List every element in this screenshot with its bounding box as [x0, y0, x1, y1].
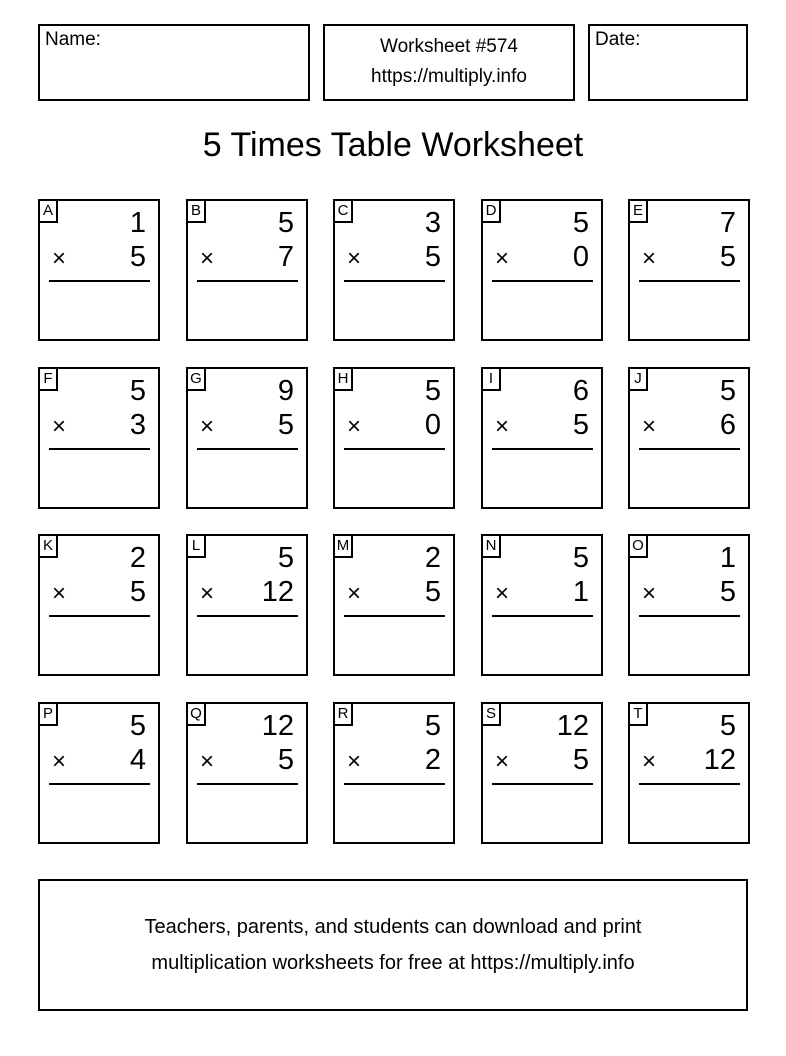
problem-letter: F — [40, 369, 58, 391]
answer-line — [49, 783, 150, 785]
multiplier: 4 — [129, 744, 146, 776]
answer-line — [492, 615, 593, 617]
date-label: Date: — [595, 29, 641, 50]
answer-line — [49, 615, 150, 617]
problem-letter: J — [630, 369, 648, 391]
answer-line — [197, 280, 298, 282]
problem-card — [333, 367, 455, 509]
worksheet-number: Worksheet #574 — [379, 36, 518, 57]
answer-line — [492, 280, 593, 282]
multiply-sign-icon: × — [642, 580, 657, 607]
multiplier: 5 — [277, 409, 294, 441]
answer-line — [344, 280, 445, 282]
problem-card — [481, 367, 603, 509]
multiplicand: 2 — [129, 542, 146, 574]
multiplicand: 5 — [572, 542, 589, 574]
multiply-sign-icon: × — [52, 748, 67, 775]
multiplicand: 5 — [719, 710, 736, 742]
answer-line — [49, 448, 150, 450]
problem-letter: S — [483, 704, 501, 726]
multiplier: 3 — [129, 409, 146, 441]
multiplier: 0 — [424, 409, 441, 441]
multiply-sign-icon: × — [52, 413, 67, 440]
multiplier: 0 — [572, 241, 589, 273]
multiplier: 12 — [261, 576, 294, 608]
footer-box — [38, 879, 748, 1011]
multiply-sign-icon: × — [52, 245, 67, 272]
multiplicand: 6 — [572, 375, 589, 407]
multiplicand: 5 — [424, 710, 441, 742]
name-label: Name: — [45, 29, 101, 50]
problem-card — [333, 702, 455, 844]
multiply-sign-icon: × — [495, 580, 510, 607]
problem-card — [38, 534, 160, 676]
multiply-sign-icon: × — [495, 413, 510, 440]
multiplier: 5 — [277, 744, 294, 776]
multiplier: 5 — [572, 744, 589, 776]
answer-line — [639, 783, 740, 785]
problem-letter: M — [335, 536, 353, 558]
worksheet-title: 5 Times Table Worksheet — [202, 126, 584, 164]
multiplier: 5 — [129, 576, 146, 608]
problem-card — [38, 702, 160, 844]
problem-letter: O — [630, 536, 648, 558]
problem-card — [186, 367, 308, 509]
problem-letter: H — [335, 369, 353, 391]
problem-letter: N — [483, 536, 501, 558]
multiply-sign-icon: × — [200, 245, 215, 272]
multiply-sign-icon: × — [495, 748, 510, 775]
multiplier: 6 — [719, 409, 736, 441]
multiplicand: 1 — [719, 542, 736, 574]
multiplicand: 5 — [572, 207, 589, 239]
answer-line — [344, 448, 445, 450]
problem-letter: R — [335, 704, 353, 726]
problem-letter: L — [188, 536, 206, 558]
multiplicand: 2 — [424, 542, 441, 574]
answer-line — [639, 280, 740, 282]
answer-line — [49, 280, 150, 282]
footer-line-2: multiplication worksheets for free at https://multiply.info — [151, 952, 635, 974]
multiplier: 5 — [719, 576, 736, 608]
multiplicand: 12 — [556, 710, 589, 742]
multiplier: 2 — [424, 744, 441, 776]
problem-letter: C — [335, 201, 353, 223]
answer-line — [639, 615, 740, 617]
answer-line — [492, 448, 593, 450]
multiplier: 5 — [572, 409, 589, 441]
problem-card — [628, 534, 750, 676]
problem-letter: A — [40, 201, 58, 223]
multiply-sign-icon: × — [347, 580, 362, 607]
multiplicand: 1 — [129, 207, 146, 239]
multiplicand: 5 — [277, 207, 294, 239]
date-field-box — [588, 24, 748, 101]
multiply-sign-icon: × — [200, 580, 215, 607]
answer-line — [639, 448, 740, 450]
problem-card — [628, 367, 750, 509]
problem-card — [481, 534, 603, 676]
multiply-sign-icon: × — [642, 245, 657, 272]
problem-letter: D — [483, 201, 501, 223]
multiplicand: 5 — [719, 375, 736, 407]
problem-card — [481, 702, 603, 844]
multiply-sign-icon: × — [642, 748, 657, 775]
answer-line — [344, 783, 445, 785]
multiply-sign-icon: × — [200, 748, 215, 775]
problem-card — [628, 702, 750, 844]
problem-letter: E — [630, 201, 648, 223]
problem-card — [628, 199, 750, 341]
multiplier: 5 — [424, 241, 441, 273]
problem-card — [333, 199, 455, 341]
multiplier: 5 — [719, 241, 736, 273]
multiply-sign-icon: × — [347, 413, 362, 440]
problem-card — [333, 534, 455, 676]
multiply-sign-icon: × — [347, 245, 362, 272]
multiplicand: 5 — [277, 542, 294, 574]
problem-letter: T — [630, 704, 648, 726]
multiply-sign-icon: × — [347, 748, 362, 775]
multiplier: 5 — [424, 576, 441, 608]
multiply-sign-icon: × — [52, 580, 67, 607]
multiplier: 7 — [277, 241, 294, 273]
problem-letter: Q — [188, 704, 206, 726]
multiply-sign-icon: × — [495, 245, 510, 272]
problem-card — [481, 199, 603, 341]
problem-letter: B — [188, 201, 206, 223]
problem-letter: P — [40, 704, 58, 726]
name-field-box — [38, 24, 310, 101]
problem-letter: K — [40, 536, 58, 558]
problem-card — [38, 367, 160, 509]
multiplier: 12 — [703, 744, 736, 776]
answer-line — [197, 615, 298, 617]
multiplicand: 5 — [129, 710, 146, 742]
multiplicand: 5 — [424, 375, 441, 407]
answer-line — [197, 448, 298, 450]
problem-card — [186, 199, 308, 341]
answer-line — [344, 615, 445, 617]
problem-card — [186, 702, 308, 844]
answer-line — [492, 783, 593, 785]
multiplier: 5 — [129, 241, 146, 273]
problem-letter: I — [483, 369, 501, 391]
multiplicand: 12 — [261, 710, 294, 742]
multiplicand: 3 — [424, 207, 441, 239]
worksheet-url: https://multiply.info — [371, 66, 527, 87]
multiplicand: 5 — [129, 375, 146, 407]
footer-line-1: Teachers, parents, and students can download and print — [144, 916, 642, 938]
multiply-sign-icon: × — [642, 413, 657, 440]
multiply-sign-icon: × — [200, 413, 215, 440]
problem-card — [38, 199, 160, 341]
worksheet-info-box — [323, 24, 575, 101]
problem-letter: G — [188, 369, 206, 391]
multiplicand: 7 — [719, 207, 736, 239]
answer-line — [197, 783, 298, 785]
multiplicand: 9 — [277, 375, 294, 407]
problem-card — [186, 534, 308, 676]
multiplier: 1 — [572, 576, 589, 608]
